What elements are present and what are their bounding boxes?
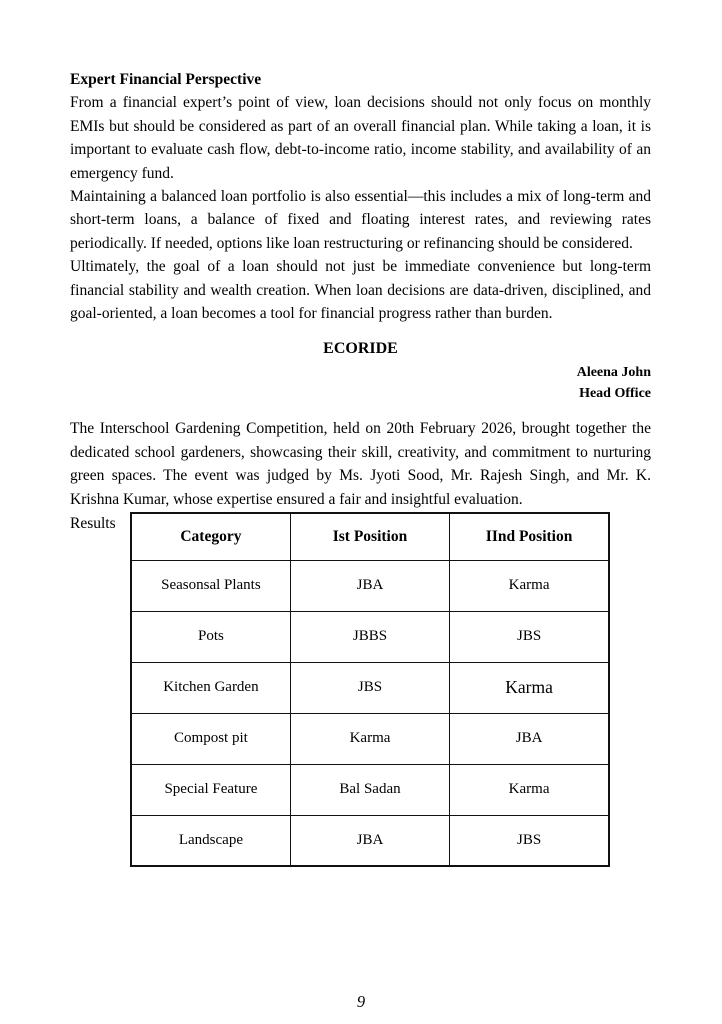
table-cell: JBA <box>290 815 449 866</box>
table-cell: Pots <box>131 611 290 662</box>
section-title-ecoride: ECORIDE <box>323 340 398 358</box>
table-row <box>131 815 609 866</box>
paragraph-loan-goal: Ultimately, the goal of a loan should not just be immediate convenience but long-term financial stability and wealth creation. When loan decisions are data-driven, disciplined, and goal-oriented, a loan becomes a tool for financial progress rather than burden. <box>70 258 651 323</box>
results-table <box>130 512 610 867</box>
table-header-row <box>131 513 609 560</box>
table-cell: Kitchen Garden <box>131 662 290 713</box>
byline-author-name: Aleena John <box>576 365 651 381</box>
section-heading-expert-financial-perspective: Expert Financial Perspective <box>70 71 262 88</box>
table-cell: Karma <box>450 560 609 611</box>
table-cell: Landscape <box>131 815 290 866</box>
table-row <box>131 764 609 815</box>
table-cell: JBS <box>290 662 449 713</box>
results-label: Results <box>70 515 116 533</box>
byline <box>70 363 651 404</box>
table-cell: Karma <box>450 662 609 713</box>
table-cell: Karma <box>290 713 449 764</box>
table-cell: Special Feature <box>131 764 290 815</box>
table-cell: Compost pit <box>131 713 290 764</box>
table-cell: Karma <box>450 764 609 815</box>
table-row <box>131 713 609 764</box>
table-cell: Bal Sadan <box>290 764 449 815</box>
results-block <box>70 512 651 867</box>
table-cell: Seasonsal Plants <box>131 560 290 611</box>
table-header-first-position: Ist Position <box>290 513 449 560</box>
table-cell: JBBS <box>290 611 449 662</box>
table-row <box>131 611 609 662</box>
table-cell: JBS <box>450 611 609 662</box>
table-header-second-position: IInd Position <box>450 513 609 560</box>
paragraph-gardening-competition: The Interschool Gardening Competition, held on 20th February 2026, brought together the dedicated school gardeners, showcasing their skill, creativity, and commitment to nurturing green spaces. The event was judged by Ms. Jyoti Sood, Mr. Rajesh Singh, and Mr. K. Krishna Kumar, whose expertise ensured a fair and insightful evaluation. <box>70 420 651 508</box>
byline-office: Head Office <box>579 385 651 401</box>
paragraph-financial-overview: From a financial expert’s point of view, loan decisions should not only focus on monthly EMIs but should be considered as part of an overall financial plan. While taking a loan, it is important to evaluate cash flow, debt-to-income ratio, income stability, and availability of an emergency fund. <box>70 94 651 182</box>
table-row <box>131 662 609 713</box>
page-number: 9 <box>356 992 366 1011</box>
table-header-category: Category <box>131 513 290 560</box>
table-row <box>131 560 609 611</box>
paragraph-loan-portfolio: Maintaining a balanced loan portfolio is also essential—this includes a mix of long-term and short-term loans, a balance of fixed and floating interest rates, and reviewing rates periodically. If needed, options like loan restructuring or refinancing should be considered. <box>70 188 651 252</box>
table-cell: JBS <box>450 815 609 866</box>
table-cell: JBA <box>290 560 449 611</box>
table-cell: JBA <box>450 713 609 764</box>
